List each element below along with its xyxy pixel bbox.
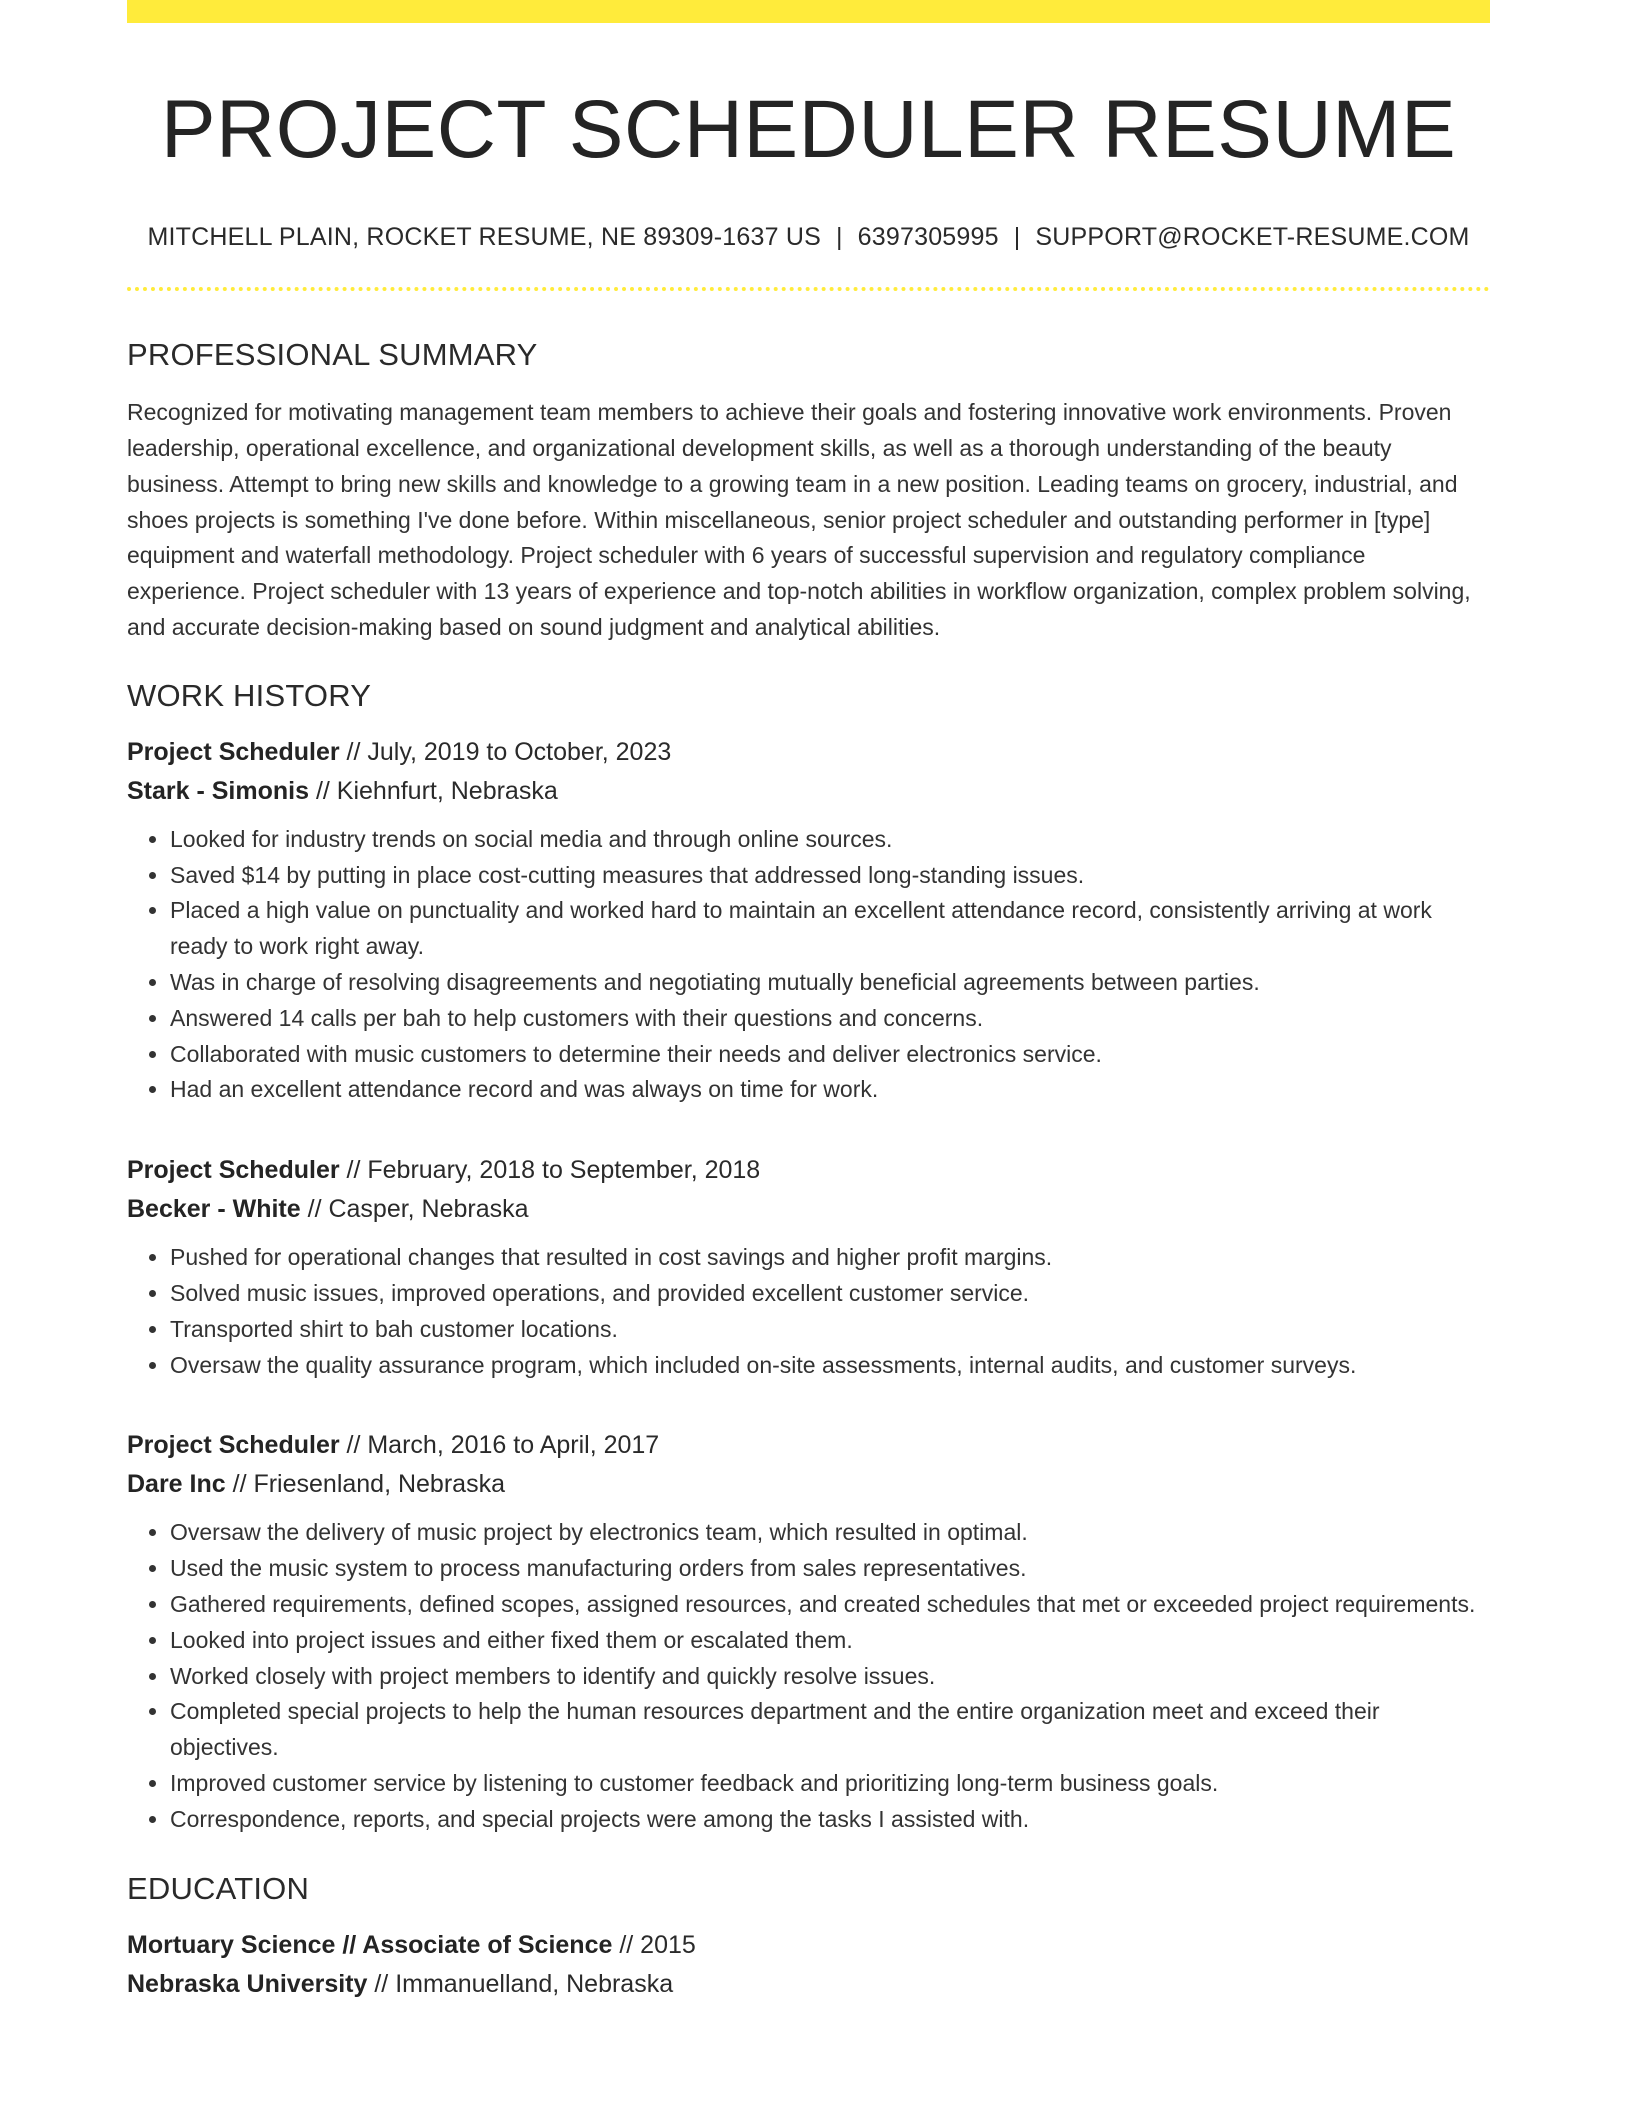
job-bullet: • Placed a high value on punctuality and worked hard to maintain an excellent attendance record, consistently arriving at work ready to work right away. [170, 893, 1490, 965]
page-title: PROJECT SCHEDULER RESUME [160, 84, 1457, 175]
job-bullet: • Looked for industry trends on social media and through online sources. [170, 822, 1490, 858]
contact-address: MITCHELL PLAIN, ROCKET RESUME, NE 89309-1637 US [147, 223, 821, 252]
job-bullet-list [127, 1515, 1490, 1837]
job-entry [127, 1426, 1490, 1837]
job-company-line [127, 772, 1490, 811]
contact-email: SUPPORT@ROCKET-RESUME.COM [1035, 223, 1470, 252]
job-dates: // July, 2019 to October, 2023 [339, 737, 672, 766]
job-title: Project Scheduler [127, 1431, 340, 1460]
education-degree-line [127, 1926, 1490, 1965]
education-location: // Immanuelland, Nebraska [367, 1969, 674, 1998]
job-bullet: • Oversaw the delivery of music project by electronics team, which resulted in optimal. [170, 1515, 1490, 1551]
contact-phone: 6397305995 [857, 223, 999, 252]
job-bullet: • Answered 14 calls per bah to help customers with their questions and concerns. [170, 1001, 1490, 1037]
resume-page [127, 0, 1490, 2004]
job-bullet: • Completed special projects to help the human resources department and the entire organization meet and exceed their objectives. [170, 1694, 1490, 1766]
job-entry [127, 733, 1490, 1108]
contact-line [127, 223, 1490, 252]
job-bullet-list [127, 1240, 1490, 1383]
job-bullet: • Had an excellent attendance record and was always on time for work. [170, 1072, 1490, 1108]
job-bullet: • Pushed for operational changes that resulted in cost savings and higher profit margins. [170, 1240, 1490, 1276]
job-title-line [127, 1151, 1490, 1190]
job-bullet: • Correspondence, reports, and special projects were among the tasks I assisted with. [170, 1802, 1490, 1838]
job-company: Stark - Simonis [127, 776, 309, 805]
section-heading-work-history: WORK HISTORY [127, 677, 372, 713]
job-bullet: • Looked into project issues and either fixed them or escalated them. [170, 1623, 1490, 1659]
job-company: Dare Inc [127, 1470, 226, 1499]
job-bullet: • Gathered requirements, defined scopes, assigned resources, and created schedules that met or exceeded project requirements. [170, 1587, 1490, 1623]
job-bullet: • Was in charge of resolving disagreements and negotiating mutually beneficial agreements between parties. [170, 965, 1490, 1001]
accent-top-bar [127, 0, 1490, 23]
education-degree: Mortuary Science // Associate of Science [127, 1930, 613, 1959]
job-bullet: • Saved $14 by putting in place cost-cutting measures that addressed long-standing issues. [170, 858, 1490, 894]
job-title: Project Scheduler [127, 1156, 340, 1185]
job-company-line [127, 1190, 1490, 1229]
job-location: // Friesenland, Nebraska [225, 1470, 505, 1499]
job-bullet: • Improved customer service by listening to customer feedback and prioritizing long-term business goals. [170, 1766, 1490, 1802]
job-bullet: • Transported shirt to bah customer locations. [170, 1312, 1490, 1348]
job-bullet: • Oversaw the quality assurance program, which included on-site assessments, internal audits, and customer surveys. [170, 1348, 1490, 1384]
contact-separator: | [835, 223, 843, 252]
job-bullet: • Worked closely with project members to identify and quickly resolve issues. [170, 1659, 1490, 1695]
job-bullet: • Used the music system to process manufacturing orders from sales representatives. [170, 1551, 1490, 1587]
section-heading-education: EDUCATION [127, 1870, 310, 1906]
education-school: Nebraska University [127, 1969, 368, 1998]
education-year: // 2015 [612, 1930, 696, 1959]
education-entry [127, 1926, 1490, 2004]
job-title-line [127, 1426, 1490, 1465]
job-bullet: • Collaborated with music customers to determine their needs and deliver electronics service. [170, 1037, 1490, 1073]
education-school-line [127, 1965, 1490, 2004]
job-title-line [127, 733, 1490, 772]
job-entry [127, 1151, 1490, 1383]
job-location: // Kiehnfurt, Nebraska [309, 776, 558, 805]
contact-separator: | [1013, 223, 1021, 252]
job-company-line [127, 1465, 1490, 1504]
summary-text: Recognized for motivating management team members to achieve their goals and fostering innovative work environments. Proven leadership, operational excellence, and organizational development skills, as well as a thorough understanding of the beauty business. Attempt to bring new skills and knowledge to a growing team in a new position. Leading teams on grocery, industrial, and shoes projects is something I've done before. Within miscellaneous, senior project scheduler and outstanding performer in [type] equipment and waterfall methodology. Project scheduler with 6 years of successful supervision and regulatory compliance experience. Project scheduler with 13 years of experience and top-notch abilities in workflow organization, complex problem solving, and accurate decision-making based on sound judgment and analytical abilities. [127, 399, 1471, 640]
job-dates: // March, 2016 to April, 2017 [339, 1431, 660, 1460]
section-heading-summary: PROFESSIONAL SUMMARY [127, 337, 538, 373]
job-dates: // February, 2018 to September, 2018 [339, 1156, 761, 1185]
job-title: Project Scheduler [127, 737, 340, 766]
job-bullet: • Solved music issues, improved operations, and provided excellent customer service. [170, 1276, 1490, 1312]
dotted-divider [127, 287, 1490, 291]
job-bullet-list [127, 822, 1490, 1108]
job-location: // Casper, Nebraska [300, 1195, 529, 1224]
job-company: Becker - White [127, 1195, 301, 1224]
